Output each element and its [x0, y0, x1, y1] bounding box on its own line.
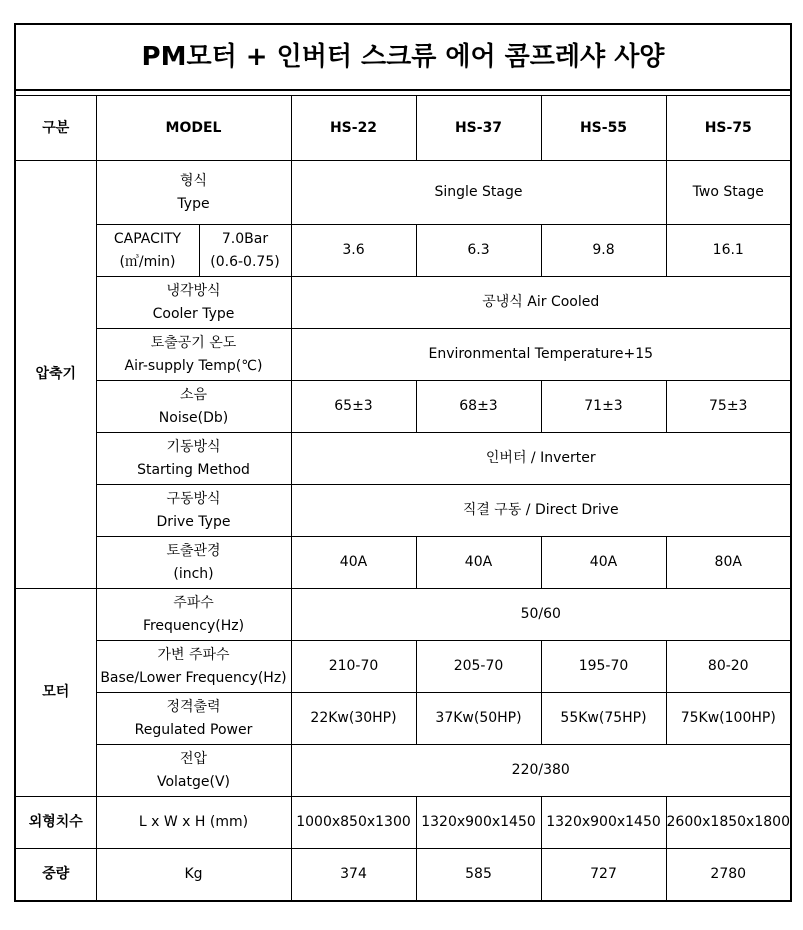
value-noise: 71±3 [541, 381, 666, 433]
value-outlet: 80A [666, 537, 791, 589]
label-bar-2: (0.6-0.75) [210, 253, 280, 270]
label-drive [96, 485, 291, 537]
header-model-hs75: HS-75 [666, 96, 791, 161]
value-voltage: 220/380 [291, 745, 791, 797]
value-type-two: Two Stage [666, 161, 791, 225]
value-variable: 195-70 [541, 641, 666, 693]
value-capacity: 3.6 [291, 225, 416, 277]
label-voltage-en: Volatge(V) [156, 773, 230, 790]
row-cooler [15, 277, 791, 329]
label-noise-en: Noise(Db) [158, 409, 229, 426]
group-compressor: 압축기 [15, 161, 96, 589]
value-weight: 2780 [666, 849, 791, 901]
label-capacity-1: CAPACITY [113, 230, 182, 247]
label-cooler [96, 277, 291, 329]
value-capacity: 16.1 [666, 225, 791, 277]
label-variable-ko: 가변 주파수 [157, 646, 230, 663]
value-dimensions: 1320x900x1450 [416, 797, 541, 849]
row-weight [15, 849, 791, 901]
header-model-hs37: HS-37 [416, 96, 541, 161]
label-noise [96, 381, 291, 433]
label-variable [96, 641, 291, 693]
label-voltage [96, 745, 291, 797]
value-outlet: 40A [541, 537, 666, 589]
label-starting-en: Starting Method [137, 461, 250, 478]
label-frequency-en: Frequency(Hz) [142, 617, 245, 634]
value-drive: 직결 구동 / Direct Drive [291, 485, 791, 537]
label-temp [96, 329, 291, 381]
label-capacity-bar [199, 225, 291, 277]
row-temp [15, 329, 791, 381]
label-dimensions-unit: L x W x H (mm) [96, 797, 291, 849]
value-variable: 205-70 [416, 641, 541, 693]
value-power: 55Kw(75HP) [541, 693, 666, 745]
label-temp-ko: 토출공기 온도 [150, 334, 237, 351]
header-model: MODEL [96, 96, 291, 161]
label-outlet-en: (inch) [173, 565, 214, 582]
label-bar-1: 7.0Bar [221, 230, 269, 247]
group-dimensions: 외형치수 [15, 797, 96, 849]
value-capacity: 6.3 [416, 225, 541, 277]
page-title: PM모터 + 인버터 스크류 에어 콤프레샤 사양 [15, 24, 791, 90]
row-power [15, 693, 791, 745]
value-power: 75Kw(100HP) [666, 693, 791, 745]
value-dimensions: 1000x850x1300 [291, 797, 416, 849]
label-capacity [96, 225, 199, 277]
row-drive [15, 485, 791, 537]
value-variable: 210-70 [291, 641, 416, 693]
label-drive-ko: 구동방식 [166, 490, 221, 507]
value-outlet: 40A [291, 537, 416, 589]
header-model-hs22: HS-22 [291, 96, 416, 161]
label-drive-en: Drive Type [156, 513, 231, 530]
label-starting [96, 433, 291, 485]
row-variable [15, 641, 791, 693]
label-cooler-en: Cooler Type [152, 305, 235, 322]
label-temp-en: Air-supply Temp(℃) [124, 357, 263, 374]
label-frequency [96, 589, 291, 641]
label-capacity-2: (㎥/min) [119, 253, 176, 270]
label-type-ko: 형식 [179, 172, 208, 189]
header-row [15, 96, 791, 161]
row-type [15, 161, 791, 225]
value-frequency: 50/60 [291, 589, 791, 641]
value-weight: 727 [541, 849, 666, 901]
label-noise-ko: 소음 [179, 386, 208, 403]
value-weight: 374 [291, 849, 416, 901]
row-outlet [15, 537, 791, 589]
value-variable: 80-20 [666, 641, 791, 693]
label-outlet-ko: 토출관경 [166, 542, 221, 559]
row-dimensions [15, 797, 791, 849]
row-starting [15, 433, 791, 485]
header-category: 구분 [15, 96, 96, 161]
header-model-hs55: HS-55 [541, 96, 666, 161]
label-power-ko: 정격출력 [166, 698, 221, 715]
value-temp: Environmental Temperature+15 [291, 329, 791, 381]
label-power-en: Regulated Power [134, 721, 253, 738]
spec-table-container [14, 23, 790, 902]
label-type-en: Type [177, 195, 210, 212]
label-variable-en: Base/Lower Frequency(Hz) [100, 669, 287, 686]
value-noise: 68±3 [416, 381, 541, 433]
value-noise: 65±3 [291, 381, 416, 433]
row-frequency [15, 589, 791, 641]
row-capacity [15, 225, 791, 277]
title-row [15, 24, 791, 90]
value-power: 37Kw(50HP) [416, 693, 541, 745]
value-outlet: 40A [416, 537, 541, 589]
label-voltage-ko: 전압 [179, 750, 208, 767]
group-motor: 모터 [15, 589, 96, 797]
row-noise [15, 381, 791, 433]
value-starting: 인버터 / Inverter [291, 433, 791, 485]
row-voltage [15, 745, 791, 797]
group-weight: 중량 [15, 849, 96, 901]
label-starting-ko: 기동방식 [166, 438, 221, 455]
label-power [96, 693, 291, 745]
value-capacity: 9.8 [541, 225, 666, 277]
label-type [96, 161, 291, 225]
label-frequency-ko: 주파수 [173, 594, 214, 611]
value-dimensions: 2600x1850x1800 [666, 797, 791, 849]
spec-table [14, 23, 792, 902]
value-weight: 585 [416, 849, 541, 901]
value-power: 22Kw(30HP) [291, 693, 416, 745]
label-weight-unit: Kg [96, 849, 291, 901]
value-cooler: 공냉식 Air Cooled [291, 277, 791, 329]
value-type-single: Single Stage [291, 161, 666, 225]
value-noise: 75±3 [666, 381, 791, 433]
value-dimensions: 1320x900x1450 [541, 797, 666, 849]
label-outlet [96, 537, 291, 589]
label-cooler-ko: 냉각방식 [166, 282, 221, 299]
